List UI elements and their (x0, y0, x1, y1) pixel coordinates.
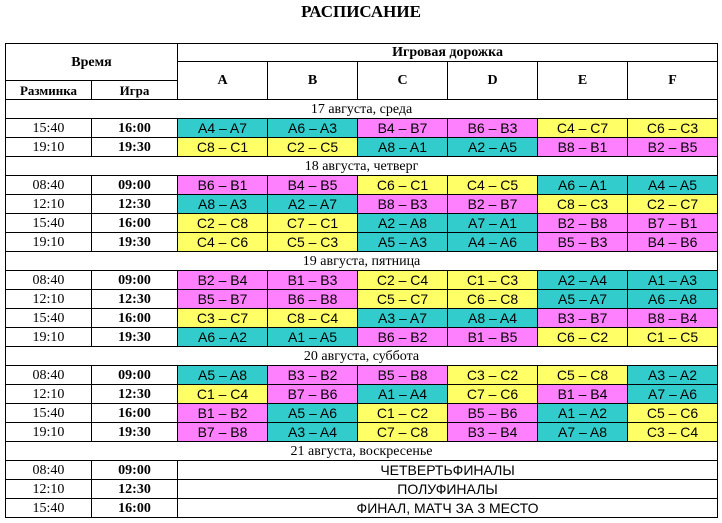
page-title: РАСПИСАНИЕ (301, 2, 421, 21)
match-cell: B7 – B1 (628, 214, 718, 233)
table-row (6, 423, 718, 442)
match-cell: A5 – A8 (178, 366, 268, 385)
game-time: 09:00 (92, 461, 178, 480)
match-cell: B4 – B7 (358, 119, 448, 138)
match-cell: A2 – A7 (268, 195, 358, 214)
match-cell: C3 – C7 (178, 309, 268, 328)
match-cell: C5 – C6 (628, 404, 718, 423)
match-cell: C6 – C8 (448, 290, 538, 309)
match-cell: A4 – A7 (178, 119, 268, 138)
game-time: 16:00 (92, 119, 178, 138)
match-cell: B1 – B5 (448, 328, 538, 347)
match-cell: C3 – C4 (628, 423, 718, 442)
match-cell: B2 – B7 (448, 195, 538, 214)
schedule-body (6, 100, 718, 518)
lane-header-b: B (268, 62, 358, 100)
day-label: 20 августа, суббота (6, 347, 718, 366)
match-cell: A5 – A3 (358, 233, 448, 252)
match-cell: C5 – C7 (358, 290, 448, 309)
match-cell: A6 – A3 (268, 119, 358, 138)
match-cell: C4 – C5 (448, 176, 538, 195)
table-row (6, 195, 718, 214)
match-cell: A1 – A4 (358, 385, 448, 404)
day-label: 19 августа, пятница (6, 252, 718, 271)
table-row (6, 233, 718, 252)
lane-header-f: F (628, 62, 718, 100)
match-cell: A6 – A8 (628, 290, 718, 309)
table-row (6, 271, 718, 290)
day-label: 18 августа, четверг (6, 157, 718, 176)
match-cell: A1 – A3 (628, 271, 718, 290)
game-time: 16:00 (92, 404, 178, 423)
match-cell: B1 – B2 (178, 404, 268, 423)
warmup-time: 12:10 (6, 480, 92, 499)
match-cell: A8 – A1 (358, 138, 448, 157)
warmup-time: 08:40 (6, 271, 92, 290)
match-cell: A6 – A2 (178, 328, 268, 347)
match-cell: B2 – B4 (178, 271, 268, 290)
match-cell: A6 – A1 (538, 176, 628, 195)
game-time: 19:30 (92, 423, 178, 442)
warmup-header: Разминка (6, 81, 92, 100)
match-cell: C2 – C7 (628, 195, 718, 214)
match-cell: A4 – A5 (628, 176, 718, 195)
warmup-time: 19:10 (6, 138, 92, 157)
table-row (6, 499, 718, 518)
match-cell: C8 – C4 (268, 309, 358, 328)
match-cell: B6 – B1 (178, 176, 268, 195)
match-cell: C6 – C2 (538, 328, 628, 347)
match-cell: A1 – A2 (538, 404, 628, 423)
match-cell: A5 – A6 (268, 404, 358, 423)
table-row (6, 404, 718, 423)
table-row (6, 176, 718, 195)
game-time: 16:00 (92, 309, 178, 328)
match-cell: B5 – B3 (538, 233, 628, 252)
game-time: 09:00 (92, 176, 178, 195)
match-cell: C3 – C2 (448, 366, 538, 385)
match-cell: A2 – A5 (448, 138, 538, 157)
match-cell: B6 – B2 (358, 328, 448, 347)
match-cell: B1 – B3 (268, 271, 358, 290)
match-cell: B7 – B8 (178, 423, 268, 442)
match-cell: C2 – C5 (268, 138, 358, 157)
warmup-time: 15:40 (6, 499, 92, 518)
match-cell: A8 – A4 (448, 309, 538, 328)
table-row (6, 119, 718, 138)
match-cell: C1 – C5 (628, 328, 718, 347)
game-time: 16:00 (92, 499, 178, 518)
schedule-table (5, 43, 718, 518)
match-cell: A7 – A8 (538, 423, 628, 442)
lanes-header: Игровая дорожка (178, 44, 718, 62)
game-time: 19:30 (92, 328, 178, 347)
match-cell: A8 – A3 (178, 195, 268, 214)
warmup-time: 12:10 (6, 385, 92, 404)
warmup-time: 15:40 (6, 214, 92, 233)
match-cell: A7 – A1 (448, 214, 538, 233)
match-cell: B3 – B4 (448, 423, 538, 442)
game-time: 12:30 (92, 195, 178, 214)
match-cell: B2 – B8 (538, 214, 628, 233)
match-cell: C4 – C7 (538, 119, 628, 138)
match-cell: C5 – C8 (538, 366, 628, 385)
match-cell: B8 – B4 (628, 309, 718, 328)
table-row (6, 214, 718, 233)
match-cell: C1 – C3 (448, 271, 538, 290)
match-cell: B8 – B1 (538, 138, 628, 157)
match-cell: B4 – B5 (268, 176, 358, 195)
match-cell: A3 – A2 (628, 366, 718, 385)
match-cell: C5 – C3 (268, 233, 358, 252)
final-stage: ФИНАЛ, МАТЧ ЗА 3 МЕСТО (178, 499, 718, 518)
match-cell: A5 – A7 (538, 290, 628, 309)
match-cell: A3 – A7 (358, 309, 448, 328)
game-time: 16:00 (92, 214, 178, 233)
table-row (6, 366, 718, 385)
match-cell: A3 – A4 (268, 423, 358, 442)
game-time: 12:30 (92, 480, 178, 499)
warmup-time: 15:40 (6, 404, 92, 423)
lane-header-a: A (178, 62, 268, 100)
warmup-time: 08:40 (6, 176, 92, 195)
lane-header-e: E (538, 62, 628, 100)
warmup-time: 08:40 (6, 461, 92, 480)
match-cell: B1 – B4 (538, 385, 628, 404)
final-stage: ЧЕТВЕРТЬФИНАЛЫ (178, 461, 718, 480)
day-label: 17 августа, среда (6, 100, 718, 119)
match-cell: A1 – A5 (268, 328, 358, 347)
match-cell: B5 – B6 (448, 404, 538, 423)
game-header: Игра (92, 81, 178, 100)
table-row (6, 290, 718, 309)
game-time: 09:00 (92, 366, 178, 385)
lane-header-d: D (448, 62, 538, 100)
warmup-time: 19:10 (6, 423, 92, 442)
match-cell: B3 – B7 (538, 309, 628, 328)
match-cell: C1 – C2 (358, 404, 448, 423)
warmup-time: 15:40 (6, 309, 92, 328)
time-header: Время (6, 44, 178, 81)
warmup-time: 19:10 (6, 328, 92, 347)
game-time: 19:30 (92, 233, 178, 252)
match-cell: C8 – C1 (178, 138, 268, 157)
warmup-time: 19:10 (6, 233, 92, 252)
warmup-time: 12:10 (6, 195, 92, 214)
match-cell: B5 – B7 (178, 290, 268, 309)
match-cell: B5 – B8 (358, 366, 448, 385)
warmup-time: 15:40 (6, 119, 92, 138)
table-row (6, 138, 718, 157)
match-cell: C7 – C1 (268, 214, 358, 233)
match-cell: C6 – C3 (628, 119, 718, 138)
match-cell: B4 – B6 (628, 233, 718, 252)
match-cell: B6 – B3 (448, 119, 538, 138)
match-cell: C6 – C1 (358, 176, 448, 195)
match-cell: C1 – C4 (178, 385, 268, 404)
match-cell: B3 – B2 (268, 366, 358, 385)
day-label: 21 августа, воскресенье (6, 442, 718, 461)
warmup-time: 12:10 (6, 290, 92, 309)
table-row (6, 461, 718, 480)
table-row (6, 328, 718, 347)
final-stage: ПОЛУФИНАЛЫ (178, 480, 718, 499)
match-cell: C7 – C6 (448, 385, 538, 404)
match-cell: B8 – B3 (358, 195, 448, 214)
warmup-time: 08:40 (6, 366, 92, 385)
match-cell: C7 – C8 (358, 423, 448, 442)
match-cell: C2 – C4 (358, 271, 448, 290)
match-cell: A2 – A4 (538, 271, 628, 290)
game-time: 12:30 (92, 290, 178, 309)
match-cell: B7 – B6 (268, 385, 358, 404)
game-time: 09:00 (92, 271, 178, 290)
lane-header-c: C (358, 62, 448, 100)
match-cell: C8 – C3 (538, 195, 628, 214)
match-cell: B6 – B8 (268, 290, 358, 309)
match-cell: A4 – A6 (448, 233, 538, 252)
match-cell: A2 – A8 (358, 214, 448, 233)
table-row (6, 385, 718, 404)
match-cell: C2 – C8 (178, 214, 268, 233)
table-row (6, 480, 718, 499)
game-time: 12:30 (92, 385, 178, 404)
game-time: 19:30 (92, 138, 178, 157)
match-cell: C4 – C6 (178, 233, 268, 252)
match-cell: A7 – A6 (628, 385, 718, 404)
match-cell: B2 – B5 (628, 138, 718, 157)
table-row (6, 309, 718, 328)
